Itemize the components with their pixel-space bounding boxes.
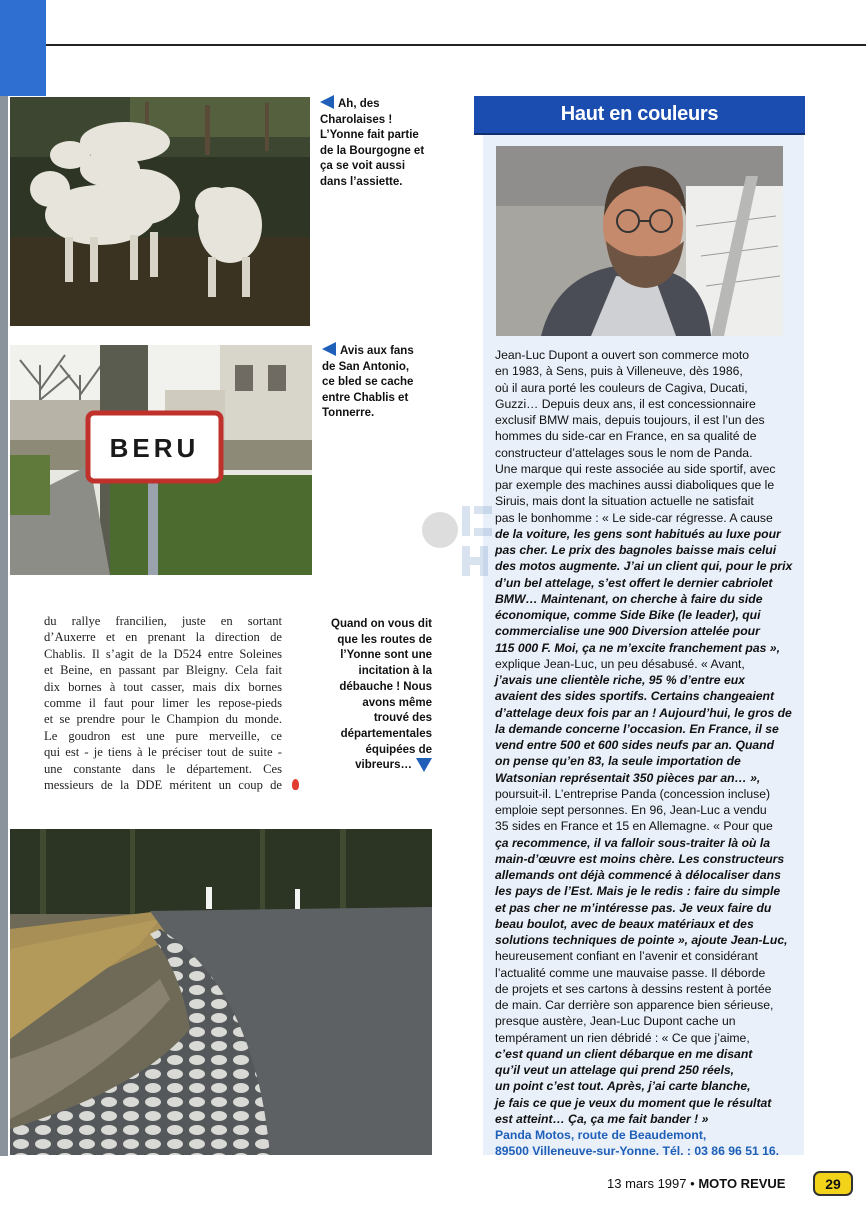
footer-bullet: • <box>690 1176 695 1191</box>
sidebar-text <box>495 347 800 1160</box>
sidebar-line: d’attelage deux fois par an ! Aujourd’hui, le gros de <box>495 705 792 720</box>
sidebar-line: d’un bel attelage, s’est offert le dernier cabriolet <box>495 575 773 590</box>
sidebar-line: Guzzi… Depuis deux ans, il est concessionnaire <box>495 396 756 411</box>
caption-road: Quand on vous dit que les routes de l’Yonne sont une incitation à la débauche ! Nous avons même trouvé des départementales équipées de vibreurs… <box>331 618 432 772</box>
sidebar-line: par exemple des machines aussi diaboliques que le <box>495 478 775 492</box>
article-line: Chablis. Il s’agit de la D524 entre Soleines <box>44 646 282 661</box>
article-line: messieurs de la DDE méritent un coup de <box>44 778 282 793</box>
sidebar-line: où il aura porté les couleurs de Cagiva, Ducati, <box>495 380 748 395</box>
sidebar-line: tempérament un rien débridé : « Ce que j’aime, <box>495 1030 750 1045</box>
sidebar-line: c’est quand un client débarque en me disant <box>495 1046 753 1061</box>
top-rule <box>46 44 866 46</box>
triangle-left-icon <box>322 342 336 356</box>
article-line: une constante dans le département. Ces <box>44 761 282 776</box>
sidebar-line: main-d’œuvre est moins chère. Les constructeurs <box>495 851 785 866</box>
sidebar-line: avaient des sides sportifs. Certains changeaient <box>495 689 775 704</box>
sidebar-line: est atteint… Ça, ça me fait bander ! » <box>495 1111 709 1126</box>
article-line: dix bornes à tout casser, mais dix bornes <box>44 679 282 694</box>
sidebar-line: de la voiture, les gens sont habitués au luxe pour <box>495 526 781 541</box>
sidebar-line: Une marque qui reste associée au side sportif, avec <box>495 461 776 476</box>
sidebar-line: pas le bonhomme : « Le side-car régresse. A cause <box>495 510 773 525</box>
sidebar-line: et pas cher ne m’intéresse pas. Je veux faire du <box>495 900 772 915</box>
page-number: 29 <box>813 1171 853 1196</box>
sidebar-line: Siruis, mais dont la situation actuelle ne satisfait <box>495 494 754 509</box>
sidebar-line: de main. Car derrière son apparence bien sérieuse, <box>495 998 774 1012</box>
sidebar-line: emploie sept personnes. En 96, Jean-Luc a vendu <box>495 803 767 817</box>
sidebar-line: des motos augmente. J’ai un client qui, pour le prix <box>495 559 793 574</box>
photo-road-vibreurs <box>10 829 432 1155</box>
footer-date: 13 mars 1997 <box>607 1176 687 1191</box>
sidebar-line: constructeur d’attelages sous le nom de Panda. <box>495 445 753 460</box>
article-text <box>44 613 282 793</box>
sidebar-line: on pense qu’en 83, la seule importation de <box>495 754 741 769</box>
page-corner-tab <box>0 0 46 96</box>
sidebar-line: 89500 Villeneuve-sur-Yonne. Tél. : 03 86 96 51 16. <box>495 1144 780 1159</box>
caption-beru: Avis aux fans de San Antonio, ce bled se cache entre Chablis et Tonnerre. <box>322 342 422 422</box>
article-line: d’Auxerre et en prenant la direction de <box>44 630 282 645</box>
sidebar-line: presque austère, Jean-Luc Dupont cache un <box>495 1014 736 1029</box>
sidebar-line: j’avais une clientèle riche, 95 % d’entre eux <box>495 673 745 687</box>
photo-jean-luc-dupont <box>496 146 783 336</box>
sidebar-line: ça recommence, il va falloir sous-traiter là où la <box>495 835 771 850</box>
sidebar-line: poursuit-il. L’entreprise Panda (concession incluse) <box>495 786 771 801</box>
sidebar-line: 35 sides en France et 15 en Allemagne. « Pour que <box>495 819 773 834</box>
photo-beru-village <box>10 345 312 575</box>
sidebar-line: exclusif BMW mais, depuis toujours, il est l’un des <box>495 413 765 427</box>
article-line: et Beine, en passant par Bleigny. Cela fait <box>44 663 282 678</box>
sidebar-line: Watsonian représentait 350 pièces par an… », <box>495 770 761 785</box>
sidebar-line: heureusement confiant en l’avenir et considérant <box>495 949 758 964</box>
sidebar-title: Haut en couleurs <box>474 96 805 135</box>
sidebar-line: allemands ont déjà commencé à délocaliser dans <box>495 868 781 882</box>
sidebar-line: hommes du side-car en France, en sa qualité de <box>495 429 757 444</box>
sidebar-line: BMW… Maintenant, on cherche à faire du side <box>495 591 763 606</box>
triangle-left-icon <box>320 95 334 109</box>
sidebar-line: Panda Motos, route de Beaudemont, <box>495 1128 707 1142</box>
sidebar-line: beau boulot, avec de beaux matériaux et des <box>495 916 754 931</box>
article-line: comme il faut pour limer les repose-pieds <box>44 696 282 711</box>
article-line: du rallye francilien, juste en sortant <box>44 614 282 628</box>
watermark-logo <box>418 500 498 584</box>
footer <box>607 1176 785 1191</box>
article-line: qui est - je tiens à le préciser tout de suite - <box>44 745 282 760</box>
sidebar-line: je fais ce que je veux du moment que le résultat <box>495 1095 772 1110</box>
sidebar-line: commercialise une 900 Diversion attelée pour <box>495 624 760 639</box>
sidebar-line: solutions techniques de pointe », ajoute Jean-Luc, <box>495 933 788 947</box>
photo-charolaises <box>10 97 310 326</box>
sidebar-line: 115 000 F. Moi, ça ne m’excite franchement pas », <box>495 640 780 655</box>
footer-magazine: MOTO REVUE <box>698 1176 786 1191</box>
binding-edge <box>0 96 8 1156</box>
sidebar-line: l’actualité comme une mauvaise passe. Il déborde <box>495 965 766 980</box>
sidebar-line: explique Jean-Luc, un peu désabusé. « Avant, <box>495 656 745 671</box>
sidebar-line: de projets et ses cartons à dessins restent à portée <box>495 981 772 996</box>
sidebar-line: Jean-Luc Dupont a ouvert son commerce moto <box>495 348 750 362</box>
sidebar-line: vend entre 500 et 600 sides neufs par an. Quand <box>495 738 775 752</box>
sign-beru-text: BERU <box>109 433 200 463</box>
sidebar-line: pas cher. Le prix des bagnoles baisse mais celui <box>495 543 777 557</box>
caption-charolaises: Ah, des Charolaises ! L’Yonne fait partie de la Bourgogne et ça se voit aussi dans l’assiette. <box>320 95 432 190</box>
sidebar-line: économique, comme Side Bike (le leader), qui <box>495 608 761 622</box>
continue-arrow-icon <box>292 779 299 790</box>
article-line: et se prendre pour le Champion du monde. <box>44 712 282 727</box>
sidebar-line: qu’il veut un attelage qui prend 250 réels, <box>495 1063 735 1077</box>
sidebar-line: un point c’est tout. Après, j’ai carte blanche, <box>495 1079 751 1094</box>
sidebar-line: en 1983, à Sens, puis à Villeneuve, dès 1986, <box>495 364 743 379</box>
sidebar-line: la demande concerne l’occasion. En France, il se <box>495 721 779 736</box>
sidebar-line: les pays de l’Est. Mais je le redis : faire du simple <box>495 884 781 899</box>
article-line: Le goudron est une pure merveille, ce <box>44 728 282 743</box>
triangle-down-icon <box>416 758 432 772</box>
